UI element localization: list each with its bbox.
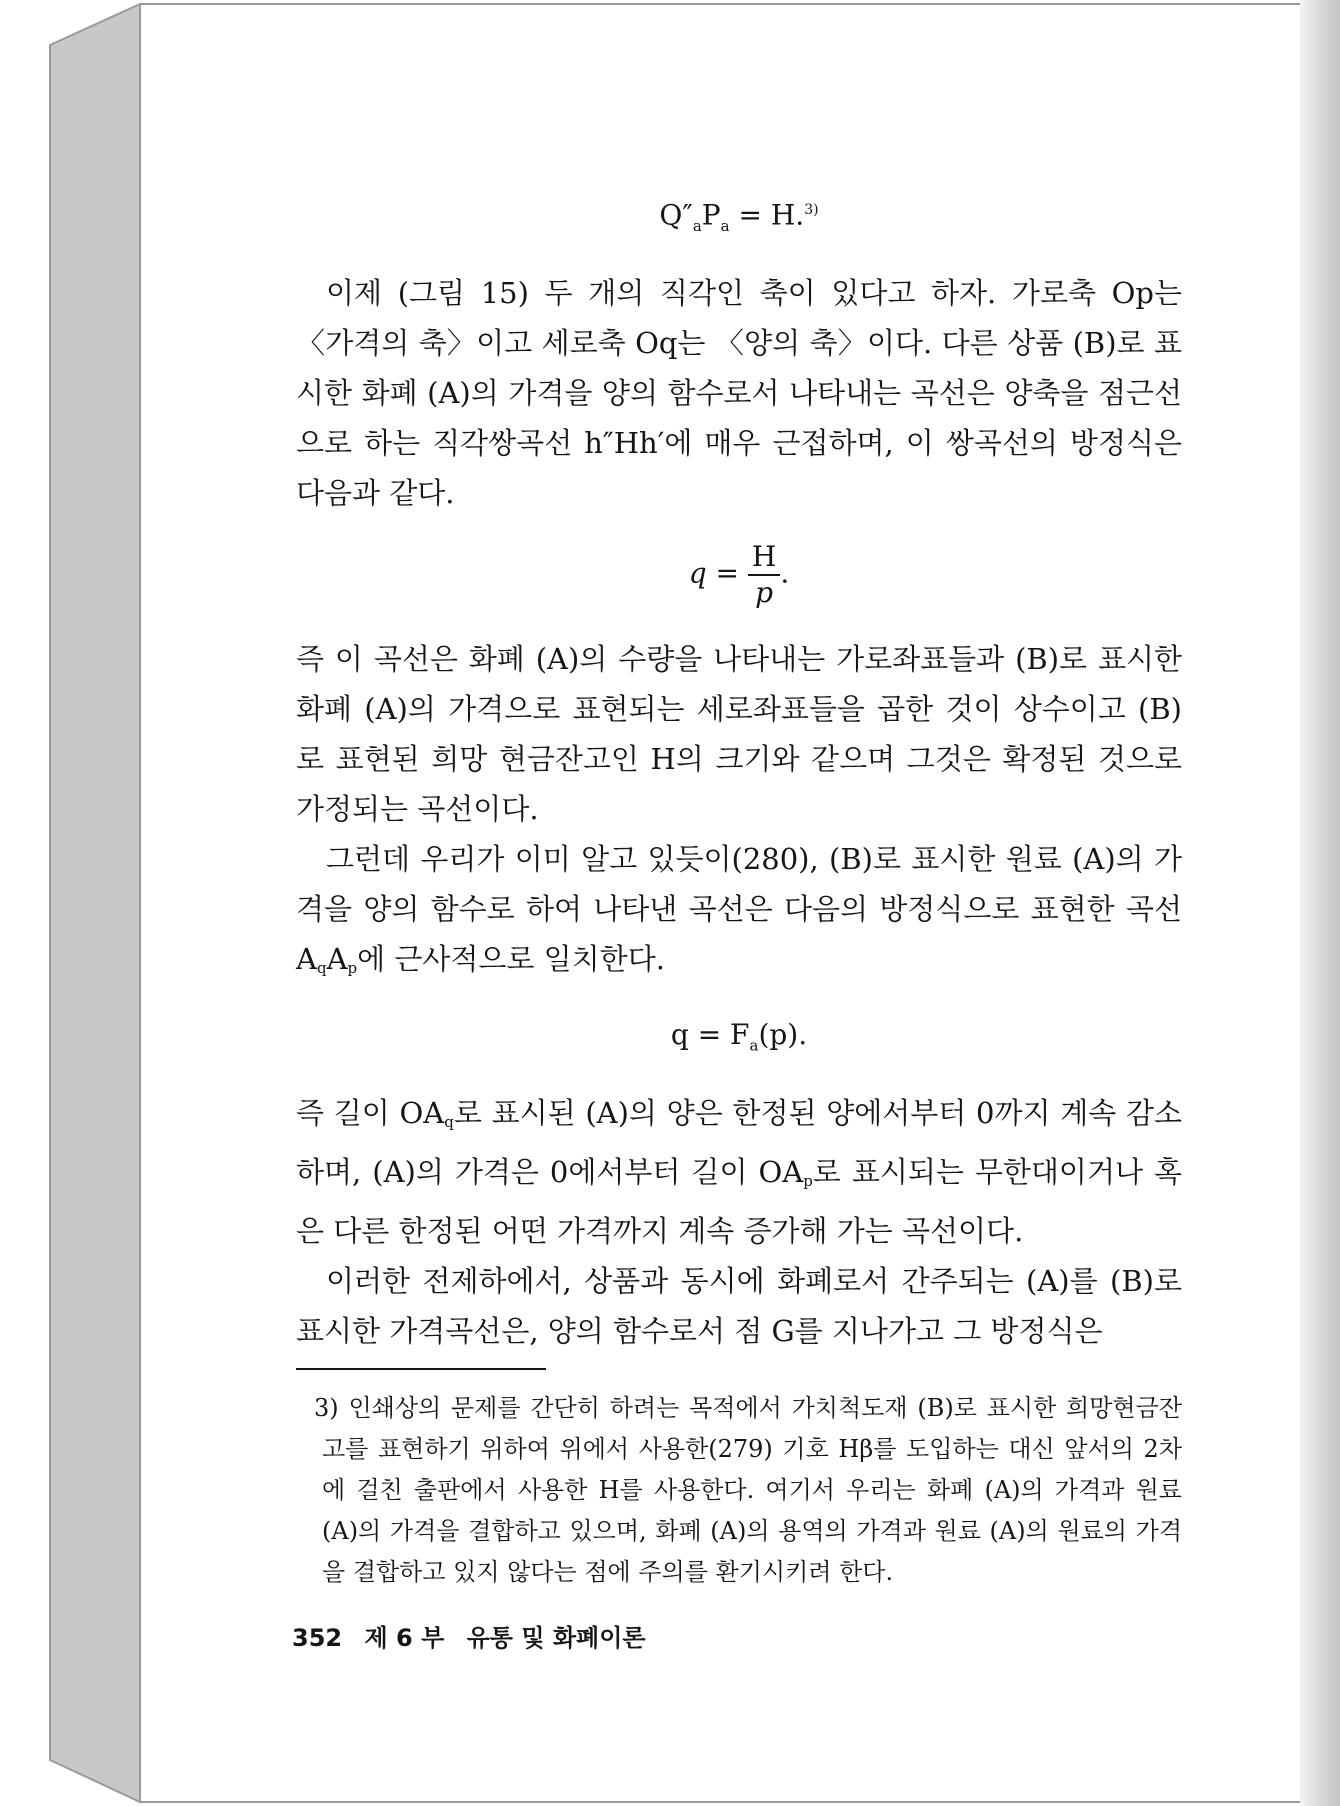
paragraph-5: 이러한 전제하에서, 상품과 동시에 화폐로서 간주되는 (A)를 (B)로 표시한 가격곡선은, 양의 함수로서 점 G를 지나가고 그 방정식은	[296, 1263, 1182, 1348]
equation-2: q = $\frac{H}{p}$ .	[688, 539, 790, 609]
paragraph-3: 그런데 우리가 이미 알고 있듯이(280), (B)로 표시한 원료 (A)의 가격을 양의 함수로 하여 나타낸 곡선은 다음의 방정식으로 표현한 곡선 $A_qA_p$에 근사적으로 일치한다.	[296, 841, 1182, 977]
equation-1: $Q''_aP_a = H.^{3)}$	[659, 198, 819, 235]
page-edge-shadow	[1300, 0, 1340, 1806]
paragraph-1: 이제 (그림 15) 두 개의 직각인 축이 있다고 하자. 가로축 Op는 〈가격의 축〉이고 세로축 Oq는 〈양의 축〉이다. 다른 상품 (B)로 표시한 화폐 (A)의 가격을 양의 함수로서 나타내는 곡선은 양축을 점근선으로 하는 직각쌍곡선 h″Hh′에 매우 근접하며, 이 쌍곡선의 방정식은 다음과 같다.	[296, 275, 1182, 510]
footnote-divider	[296, 1368, 546, 1370]
part-label: 제 6 부	[364, 1624, 445, 1652]
footnote	[296, 1388, 1182, 1593]
footnote-text: 인쇄상의 문제를 간단히 하려는 목적에서 가치척도재 (B)로 표시한 희망현금잔고를 표현하기 위하여 위에서 사용한(279) 기호 Hβ를 도입하는 대신 앞서의 2차에 걸친 출판에서 사용한 H를 사용한다. 여기서 우리는 화폐 (A)의 가격과 원료 (A)의 가격을 결합하고 있으며, 화폐 (A)의 용역의 가격과 원료 (A)의 원료의 가격을 결합하고 있지 않다는 점에 주의를 환기시키려 한다.	[322, 1393, 1182, 1586]
page-content	[296, 190, 1182, 1593]
section-title: 유통 및 화폐이론	[466, 1624, 646, 1652]
footnote-mark: 3)	[314, 1393, 339, 1422]
page-footer	[292, 1618, 660, 1653]
paragraph-4: 즉 길이 $OA_q$로 표시된 (A)의 양은 한정된 양에서부터 0까지 계속 감소하며, (A)의 가격은 0에서부터 길이 $OA_p$로 표시되는 무한대이거나 혹은 다른 한정된 어떤 가격까지 계속 증가해 가는 곡선이다.	[296, 1095, 1183, 1248]
equation-3: $q = F_a(p)$.	[670, 1017, 808, 1055]
page-number: 352	[292, 1624, 343, 1652]
paragraph-2: 즉 이 곡선은 화폐 (A)의 수량을 나타내는 가로좌표들과 (B)로 표시한 화폐 (A)의 가격으로 표현되는 세로좌표들을 곱한 것이 상수이고 (B)로 표현된 희망 현금잔고인 H의 크기와 같으며 그것은 확정된 것으로 가정되는 곡선이다.	[296, 641, 1182, 826]
